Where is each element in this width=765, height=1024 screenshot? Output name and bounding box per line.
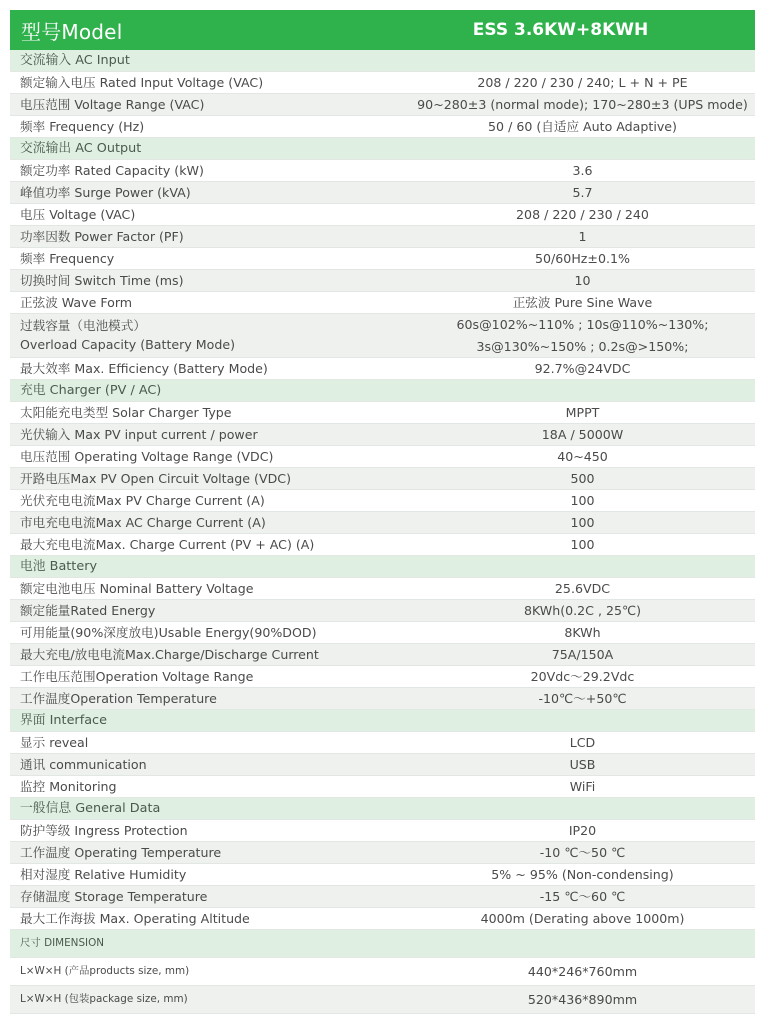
table-row — [10, 72, 755, 94]
table-row — [10, 248, 755, 270]
row-label: L×W×H (产品products size, mm) — [20, 965, 190, 977]
row-label: 光伏充电电流Max PV Charge Current (A) — [20, 492, 265, 508]
row-label: 光伏输入 Max PV input current / power — [20, 426, 258, 442]
model-name: ESS 3.6KW+8KWH — [472, 20, 649, 40]
row-label: 最大效率 Max. Efficiency (Battery Mode) — [20, 360, 268, 376]
section-header — [10, 50, 755, 72]
table-row — [10, 688, 755, 710]
row-label: 监控 Monitoring — [20, 778, 117, 794]
row-label-line: Overload Capacity (Battery Mode) — [20, 336, 236, 352]
table-row — [10, 644, 755, 666]
table-row — [10, 204, 755, 226]
row-value: 90~280±3 (normal mode); 170~280±3 (UPS mode) — [417, 96, 748, 112]
table-row — [10, 776, 755, 798]
row-label: 切换时间 Switch Time (ms) — [20, 272, 184, 288]
row-label: 通讯 communication — [20, 756, 147, 772]
row-label: 最大充电/放电电流Max.Charge/Discharge Current — [20, 646, 319, 662]
table-row — [10, 358, 755, 380]
table-row — [10, 886, 755, 908]
row-value: 100 — [570, 492, 595, 508]
row-label: 工作电压范围Operation Voltage Range — [20, 668, 254, 684]
row-label: 防护等级 Ingress Protection — [20, 822, 188, 838]
row-value: 208 / 220 / 230 / 240; L + N + PE — [477, 74, 688, 90]
row-value: 10 — [574, 272, 591, 288]
row-value: 8KWh(0.2C , 25℃) — [523, 602, 642, 618]
row-value: -15 ℃～60 ℃ — [539, 888, 626, 904]
table-row — [10, 754, 755, 776]
row-value: 75A/150A — [551, 646, 614, 662]
table-row — [10, 94, 755, 116]
row-value: 500 — [570, 470, 595, 486]
row-label: 一般信息 General Data — [20, 800, 161, 816]
table-row — [10, 226, 755, 248]
table-row — [10, 666, 755, 688]
row-value: 20Vdc～29.2Vdc — [530, 668, 635, 684]
row-value: USB — [569, 756, 596, 772]
row-label: 最大充电电流Max. Charge Current (PV + AC) (A) — [20, 536, 315, 552]
row-value: MPPT — [565, 404, 600, 420]
row-value: 5.7 — [572, 184, 593, 200]
section-header — [10, 710, 755, 732]
row-label: 充电 Charger (PV / AC) — [20, 382, 162, 398]
row-label: 电压范围 Voltage Range (VAC) — [20, 96, 205, 112]
row-label: 正弦波 Wave Form — [20, 294, 133, 310]
row-label: 最大工作海拔 Max. Operating Altitude — [20, 910, 250, 926]
row-value: 8KWh — [564, 624, 601, 640]
row-value-line: 60s@102%~110% ; 10s@110%~130%; — [456, 317, 709, 333]
table-row — [10, 160, 755, 182]
section-header — [10, 798, 755, 820]
row-label: 峰值功率 Surge Power (kVA) — [20, 184, 191, 200]
section-header — [10, 380, 755, 402]
row-value: 4000m (Derating above 1000m) — [480, 910, 685, 926]
row-value: 100 — [570, 514, 595, 530]
row-value: 1 — [578, 228, 587, 244]
row-value: IP20 — [568, 822, 597, 838]
row-value: -10 ℃～50 ℃ — [539, 844, 626, 860]
row-label: 额定功率 Rated Capacity (kW) — [20, 162, 204, 178]
row-label: 存储温度 Storage Temperature — [20, 888, 208, 904]
spec-table — [10, 50, 755, 1014]
row-label: 太阳能充电类型 Solar Charger Type — [20, 404, 232, 420]
row-label — [10, 317, 410, 354]
table-row — [10, 468, 755, 490]
table-row — [10, 314, 755, 358]
row-value: LCD — [569, 734, 596, 750]
table-row — [10, 600, 755, 622]
row-value: 18A / 5000W — [541, 426, 624, 442]
row-label: L×W×H (包装package size, mm) — [20, 993, 188, 1005]
row-label: 额定电池电压 Nominal Battery Voltage — [20, 580, 254, 596]
table-row — [10, 986, 755, 1014]
section-header — [10, 930, 755, 958]
table-row — [10, 402, 755, 424]
table-row — [10, 622, 755, 644]
table-row — [10, 732, 755, 754]
row-value: 92.7%@24VDC — [534, 360, 631, 376]
row-value: 440*246*760mm — [527, 963, 638, 979]
row-label: 频率 Frequency (Hz) — [20, 118, 145, 134]
row-value: WiFi — [569, 778, 596, 794]
table-row — [10, 490, 755, 512]
table-row — [10, 182, 755, 204]
table-row — [10, 820, 755, 842]
row-value: 40~450 — [557, 448, 608, 464]
row-label: 界面 Interface — [20, 712, 107, 728]
row-value: 5% ~ 95% (Non-condensing) — [491, 866, 674, 882]
section-header — [10, 138, 755, 160]
row-label: 电池 Battery — [20, 558, 98, 574]
table-row — [10, 292, 755, 314]
table-row — [10, 908, 755, 930]
row-label: 频率 Frequency — [20, 250, 115, 266]
row-label: 相对湿度 Relative Humidity — [20, 866, 187, 882]
row-label: 电压范围 Operating Voltage Range (VDC) — [20, 448, 274, 464]
row-label: 可用能量(90%深度放电)Usable Energy(90%DOD) — [20, 624, 317, 640]
row-label: 交流输入 AC Input — [20, 52, 130, 68]
table-row — [10, 842, 755, 864]
row-value: 25.6VDC — [554, 580, 611, 596]
table-row — [10, 512, 755, 534]
table-row — [10, 116, 755, 138]
row-value: 正弦波 Pure Sine Wave — [512, 294, 653, 310]
row-value: 100 — [570, 536, 595, 552]
row-value: 208 / 220 / 230 / 240 — [516, 206, 649, 222]
row-label: 显示 reveal — [20, 734, 89, 750]
spec-table-header — [10, 10, 755, 50]
section-header — [10, 556, 755, 578]
row-label: 额定输入电压 Rated Input Voltage (VAC) — [20, 74, 264, 90]
row-label: 开路电压Max PV Open Circuit Voltage (VDC) — [20, 470, 291, 486]
row-label: 交流输出 AC Output — [20, 140, 142, 156]
row-value: 50/60Hz±0.1% — [535, 250, 630, 266]
model-label: 型号Model — [21, 19, 123, 44]
row-label: 功率因数 Power Factor (PF) — [20, 228, 184, 244]
row-label: 工作温度Operation Temperature — [20, 690, 217, 706]
row-value: 3.6 — [572, 162, 593, 178]
top-strip — [0, 0, 765, 10]
row-label: 工作温度 Operating Temperature — [20, 844, 222, 860]
row-value — [410, 314, 755, 357]
table-row — [10, 864, 755, 886]
table-row — [10, 424, 755, 446]
table-row — [10, 446, 755, 468]
row-label: 电压 Voltage (VAC) — [20, 206, 136, 222]
row-label: 额定能量Rated Energy — [20, 602, 156, 618]
row-label-line: 过载容量（电池模式） — [20, 318, 146, 334]
row-label: 尺寸 DIMENSION — [20, 937, 105, 949]
table-row — [10, 270, 755, 292]
table-row — [10, 958, 755, 986]
table-row — [10, 534, 755, 556]
row-value-line: 3s@130%~150% ; 0.2s@>150%; — [476, 338, 689, 354]
row-value: -10℃～+50℃ — [538, 690, 627, 706]
row-value: 50 / 60 (自适应 Auto Adaptive) — [488, 118, 677, 134]
row-label: 市电充电电流Max AC Charge Current (A) — [20, 514, 266, 530]
table-row — [10, 578, 755, 600]
row-value: 520*436*890mm — [527, 991, 638, 1007]
